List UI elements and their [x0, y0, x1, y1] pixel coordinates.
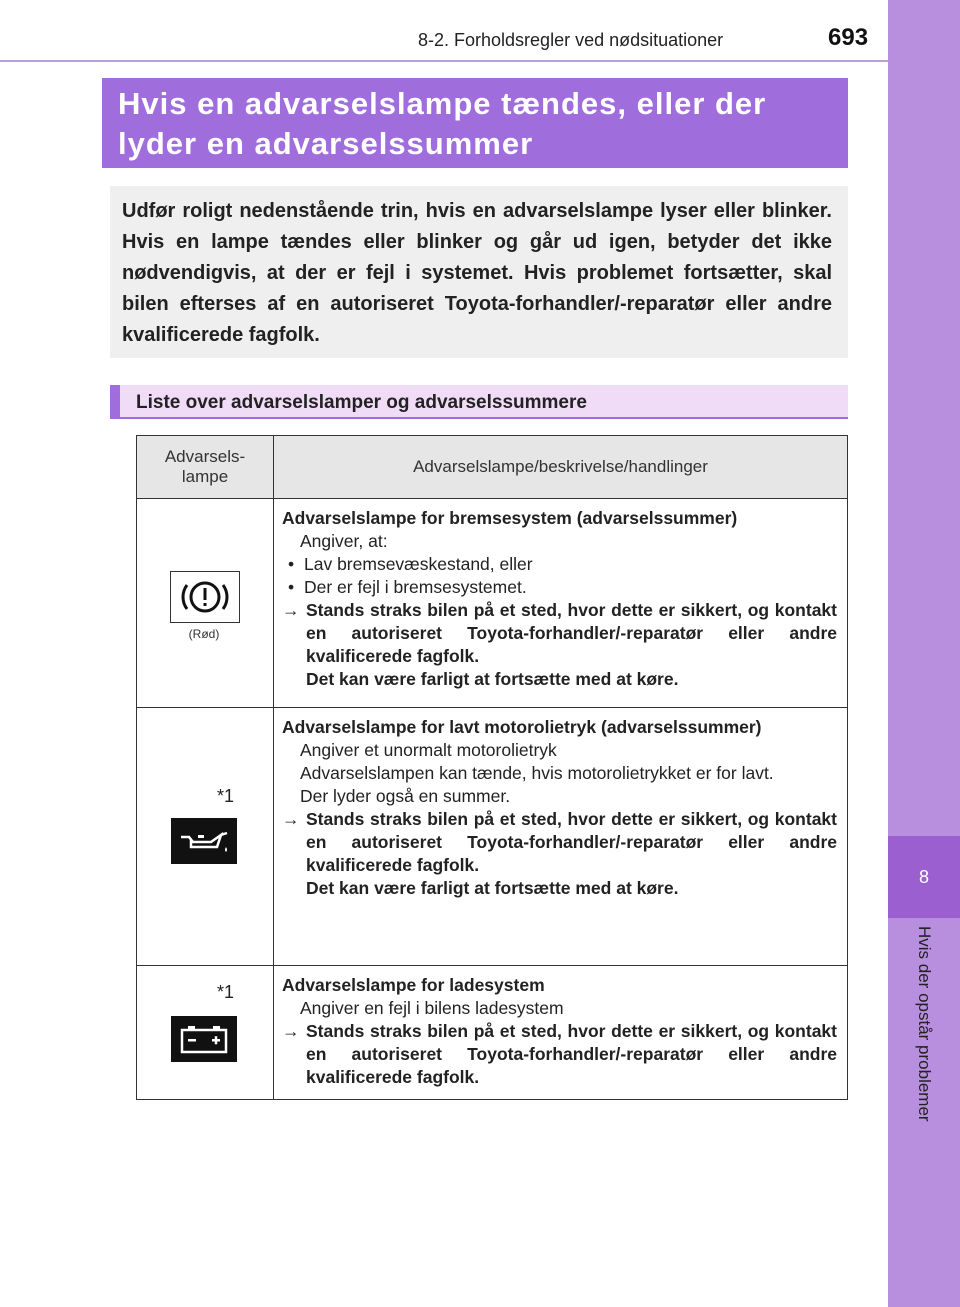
lamp-cell: [137, 708, 274, 966]
bullet-item: • Lav bremsevæskestand, eller: [282, 553, 837, 576]
bullet-item: • Der er fejl i bremsesystemet.: [282, 576, 837, 599]
arrow-icon: →: [282, 600, 300, 620]
section-title: Hvis en advarselslampe tændes, eller der lyder en advarselssummer: [118, 86, 767, 161]
lamp-title: Advarselslampe for ladesystem: [282, 975, 545, 995]
action-text: → Stands straks bilen på et sted, hvor dette er sikkert, og kontakt en autoriseret Toyota-forhandler/-reparatør eller andre kvalificerede fagfolk.: [282, 600, 837, 666]
arrow-icon: →: [282, 1021, 300, 1041]
action-text: → Stands straks bilen på et sted, hvor dette er sikkert, og kontakt en autoriseret Toyota-forhandler/-reparatør eller andre kvalificerede fagfolk.: [282, 809, 837, 875]
arrow-icon: →: [282, 809, 300, 829]
subheading: Liste over advarselslamper og advarselssummere: [136, 392, 587, 413]
description-line: Der lyder også en summer.: [300, 786, 511, 806]
description-line: Angiver et unormalt motorolietryk: [300, 740, 557, 760]
footnote-marker: *1: [217, 786, 235, 806]
lamp-title: Advarselslampe for bremsesystem (advarselssummer): [282, 508, 738, 528]
description-line: Advarselslampen kan tænde, hvis motorolietrykket er for lavt.: [300, 763, 774, 783]
chapter-number: 8: [918, 866, 929, 887]
icon-caption: (Rød): [188, 627, 220, 641]
lamp-title: Advarselslampe for lavt motorolietryk (advarselssummer): [282, 717, 762, 737]
page-number: 693: [828, 24, 869, 51]
table-header-description: Advarselslampe/beskrivelse/handlinger: [274, 436, 848, 499]
table-header-lamp: Advarsels- lampe: [137, 436, 274, 499]
table-row: [137, 966, 848, 1100]
description-cell: [274, 966, 848, 1100]
chapter-title: Hvis der opstår problemer: [915, 926, 934, 1122]
description-cell: [274, 708, 848, 966]
footnote-marker: *1: [217, 982, 235, 1002]
chapter-title-vertical: [912, 926, 936, 1166]
action-note: Det kan være farligt at fortsætte med at køre.: [306, 669, 679, 689]
action-note: Det kan være farligt at fortsætte med at køre.: [306, 878, 679, 898]
lamp-cell: [137, 499, 274, 708]
action-text: → Stands straks bilen på et sted, hvor dette er sikkert, og kontakt en autoriseret Toyota-forhandler/-reparatør eller andre kvalificerede fagfolk.: [282, 1021, 837, 1087]
chapter-number-box: [888, 836, 960, 918]
description-line: Angiver, at:: [300, 531, 388, 551]
oil-pressure-icon: [171, 818, 237, 864]
subheading-bar: [110, 385, 848, 419]
brake-warning-icon: [170, 571, 240, 623]
warning-lamp-table: [136, 435, 848, 1100]
header-divider: [0, 60, 888, 62]
section-reference: 8-2. Forholdsregler ved nødsituationer: [418, 30, 724, 50]
lamp-cell: [137, 966, 274, 1100]
battery-icon: [171, 1016, 237, 1062]
table-row: [137, 708, 848, 966]
description-cell: [274, 499, 848, 708]
intro-text: Udfør roligt nedenstående trin, hvis en advarselslampe lyser eller blinker. Hvis en lampe tændes eller blinker og går ud igen, betyder det ikke nødvendigvis, at der er fejl i systemet. Hvis problemet fortsætter, skal bilen efterses af en autoriseret Toyota-forhandler/-reparatør eller andre kvalificerede fagfolk.: [122, 200, 832, 346]
description-line: Angiver en fejl i bilens ladesystem: [300, 998, 564, 1018]
table-row: [137, 499, 848, 708]
table-header-row: [137, 436, 848, 499]
